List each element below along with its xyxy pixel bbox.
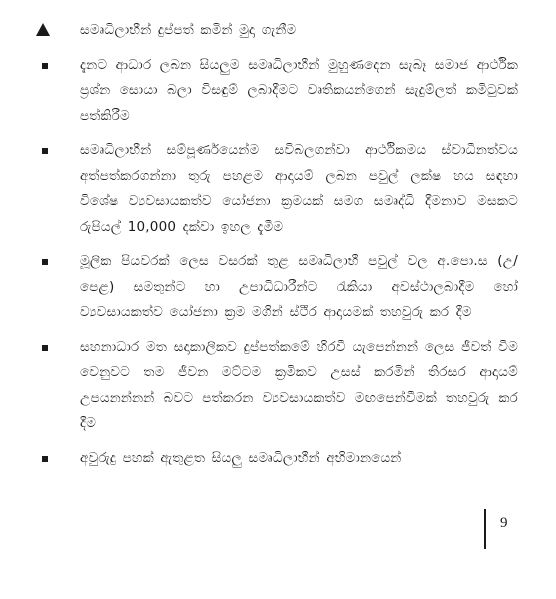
footer-divider <box>484 509 486 549</box>
list-item <box>34 249 518 326</box>
square-bullet-icon <box>42 63 48 69</box>
square-bullet-icon <box>42 345 48 351</box>
list-item-text: සමෘධිලාභීන් දුප්පත් කමින් මුදා ගැනීම <box>80 22 297 38</box>
list-item-text: අවුරුදු පහක් ඇතුළත සියලු සමෘධිලාභීන් අභිමානයෙන් <box>80 449 402 466</box>
list-item <box>34 18 518 44</box>
bullet-list <box>34 18 518 480</box>
list-item <box>34 53 518 130</box>
list-item-text: දැනට ආධාර ලබන සියලුම සමෘධිලාභීන් මුහුණදෙන සැබෑ සමාජ ආර්ථික ප්‍රශ්න සොයා බලා විසඳුම් ලබාදීමට වෘතිකයන්ගෙන් සැදුම්ලත් කමිටුවක් පත්කිරීම <box>80 56 518 124</box>
list-item <box>34 335 518 437</box>
page-number: 9 <box>500 515 508 531</box>
list-item <box>34 446 518 472</box>
triangle-bullet-icon <box>36 23 50 36</box>
list-item-text: සමෘධිලාභීන් සම්පූර්ණයෙන්ම සවිබලගන්වා ආර්ථිකමය ස්වාධීනත්වය අත්පත්කරගන්නා තුරු පහළම ආදායම් ලබන පවුල් ලක්ෂ හය සඳහා විශේෂ ව්‍යවසායකත්ව යෝජනා ක්‍රමයක් සමග සමෘද්ධි දීමනාව මසකට රුපියල් 10,000 දක්වා ඉහල දැමීම <box>80 142 518 235</box>
square-bullet-icon <box>42 456 48 462</box>
list-item-text: මූලික පියවරක් ලෙස වසරක් තුළ සමෘධිලාභී පවුල් වල අ.පො.ස (උ/පෙළ) සමතුන්ට හා උපාධිධාරීන්ට රැකියා අවස්ථාලබාදීම හෝ ව්‍යවසායකත්ව යෝජනා ක්‍රම මගින් ස්ථිර ආදායමක් තහවුරු කර දීම <box>80 253 518 320</box>
square-bullet-icon <box>42 148 48 154</box>
square-bullet-icon <box>42 259 48 265</box>
list-item <box>34 138 518 240</box>
list-item-text: සහනාධාර මත සදාකාලිකව දුප්පත්කමේ හිරවී යැපෙන්නන් ලෙස ජීවත් වීම වෙනුවට තම ජීවන මට්ටම ක්‍රමිකව උසස් කරමින් තිරසර ආදායම් උපයනන්නන් බවට පත්කරන ව්‍යවසායකත්ව මඟපෙන්වීමක් තහවුරු කර දීම <box>80 338 518 431</box>
